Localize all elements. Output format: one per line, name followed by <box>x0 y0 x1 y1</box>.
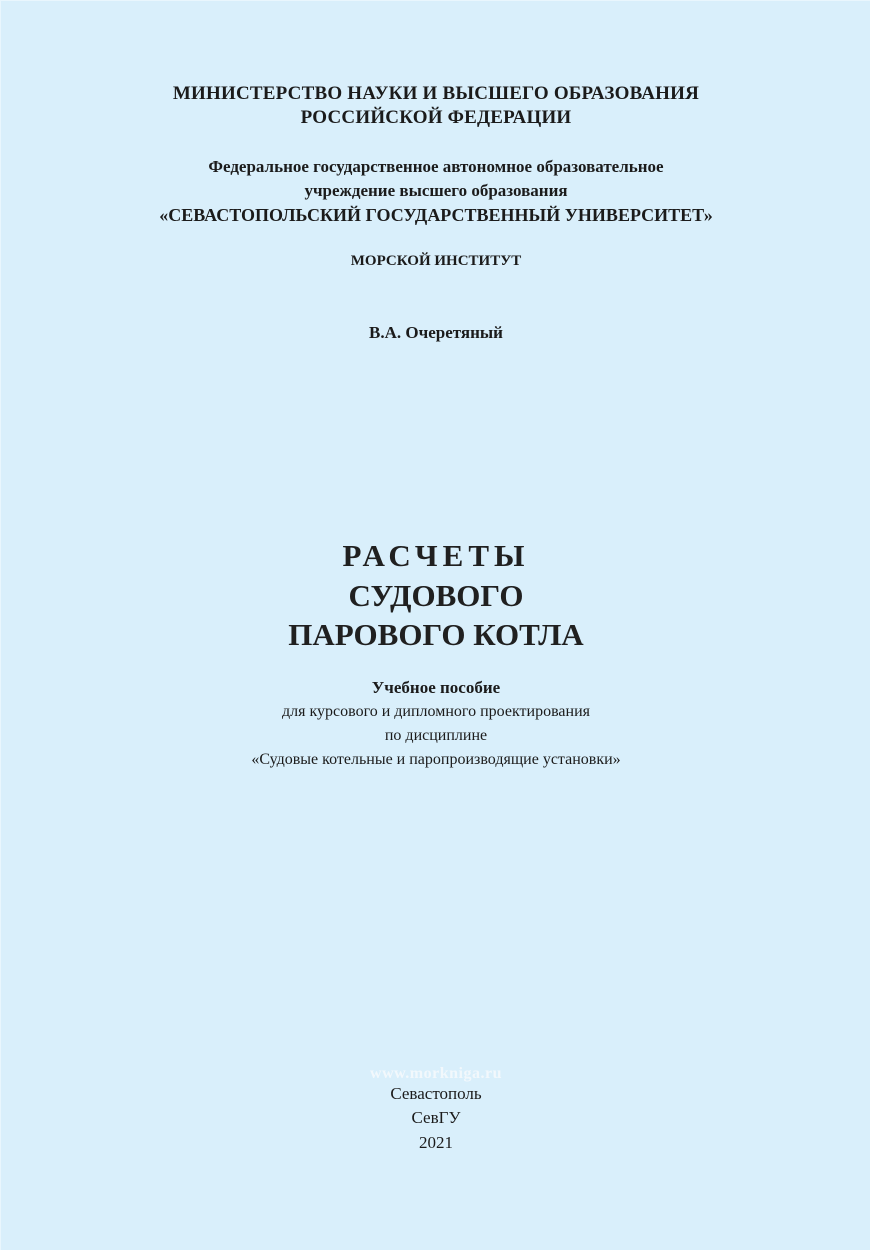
ministry-line-2: РОССИЙСКОЙ ФЕДЕРАЦИИ <box>300 107 572 128</box>
description-line-3: «Судовые котельные и паропроизводящие установки» <box>251 751 621 768</box>
watermark-text: www.morkniga.ru <box>370 1065 502 1082</box>
title-line-1: РАСЧЕТЫ <box>342 538 530 573</box>
publication-type: Учебное пособие <box>371 678 501 697</box>
institution-line-1: Федеральное государственное автономное образовательное <box>208 157 664 176</box>
title-line-3: ПАРОВОГО КОТЛА <box>288 617 584 652</box>
institute-name: МОРСКОЙ ИНСТИТУТ <box>350 253 522 269</box>
title-line-2: СУДОВОГО <box>348 578 524 613</box>
author-name: В.А. Очеретяный <box>369 323 503 342</box>
description-line-1: для курсового и дипломного проектирования <box>281 703 590 720</box>
city: Севастополь <box>390 1084 482 1103</box>
description-line-2: по дисциплине <box>384 727 488 744</box>
university-name: «СЕВАСТОПОЛЬСКИЙ ГОСУДАРСТВЕННЫЙ УНИВЕРСИТЕТ» <box>159 205 713 225</box>
institution-line-2: учреждение высшего образования <box>304 181 568 200</box>
year: 2021 <box>419 1133 453 1152</box>
publisher: СевГУ <box>411 1108 461 1127</box>
ministry-line-1: МИНИСТЕРСТВО НАУКИ И ВЫСШЕГО ОБРАЗОВАНИЯ <box>172 83 700 104</box>
